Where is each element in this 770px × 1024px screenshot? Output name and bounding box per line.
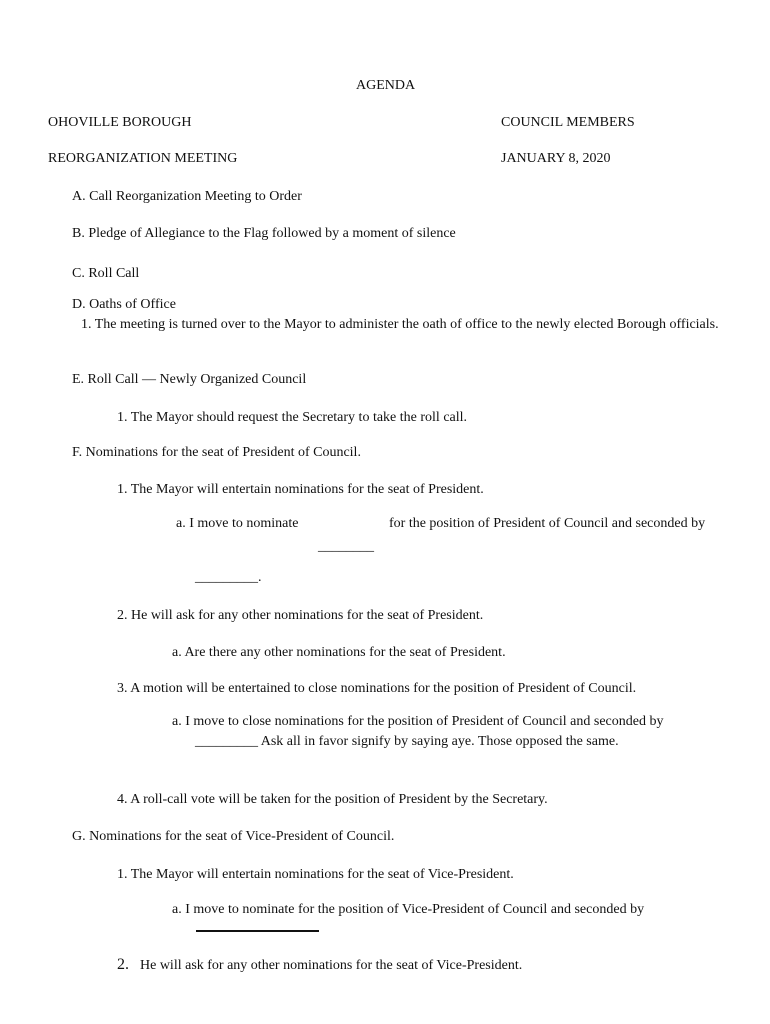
meeting-name: REORGANIZATION MEETING (48, 151, 238, 166)
item-g-2: He will ask for any other nominations for the seat of Vice-President. (140, 958, 523, 973)
item-f-2: 2. He will ask for any other nominations for the seat of President. (117, 608, 484, 623)
item-c: C. Roll Call (72, 266, 140, 281)
item-g: G. Nominations for the seat of Vice-President of Council. (72, 829, 395, 844)
item-f: F. Nominations for the seat of President of Council. (72, 445, 361, 460)
item-f-3: 3. A motion will be entertained to close nominations for the position of President of Council. (117, 681, 637, 696)
item-g-2-number: 2. (117, 956, 129, 973)
council-members-label: COUNCIL MEMBERS (501, 115, 635, 130)
item-f-2a: a. Are there any other nominations for the seat of President. (172, 645, 506, 660)
item-f-1a-start: a. I move to nominate (176, 516, 299, 531)
item-f-4: 4. A roll-call vote will be taken for the position of President by the Secretary. (117, 792, 548, 807)
seconder-blank: _________. (195, 570, 262, 585)
item-f-3a-line2: _________ Ask all in favor signify by saying aye. Those opposed the same. (195, 734, 619, 749)
borough-name: OHOVILLE BOROUGH (48, 115, 192, 130)
item-d: D. Oaths of Office (72, 297, 176, 312)
item-g-1: 1. The Mayor will entertain nominations for the seat of Vice-President. (117, 867, 514, 882)
item-a: A. Call Reorganization Meeting to Order (72, 189, 302, 204)
item-d-1: 1. The meeting is turned over to the Mayor to administer the oath of office to the newly elected Borough officials. (81, 317, 719, 332)
item-f-1: 1. The Mayor will entertain nominations for the seat of President. (117, 482, 484, 497)
nominee-blank: ________ (318, 539, 374, 554)
item-b: B. Pledge of Allegiance to the Flag followed by a moment of silence (72, 226, 456, 241)
item-e-1: 1. The Mayor should request the Secretary to take the roll call. (117, 410, 468, 425)
seconder-rule (196, 930, 319, 932)
item-g-1a: a. I move to nominate for the position of Vice-President of Council and seconded by (172, 902, 645, 917)
item-f-1a-end: for the position of President of Council and seconded by (389, 516, 706, 531)
item-e: E. Roll Call — Newly Organized Council (72, 372, 307, 387)
page-title: AGENDA (356, 78, 416, 93)
item-f-3a-line1: a. I move to close nominations for the position of President of Council and seconded by (172, 714, 664, 729)
meeting-date: JANUARY 8, 2020 (501, 151, 611, 166)
